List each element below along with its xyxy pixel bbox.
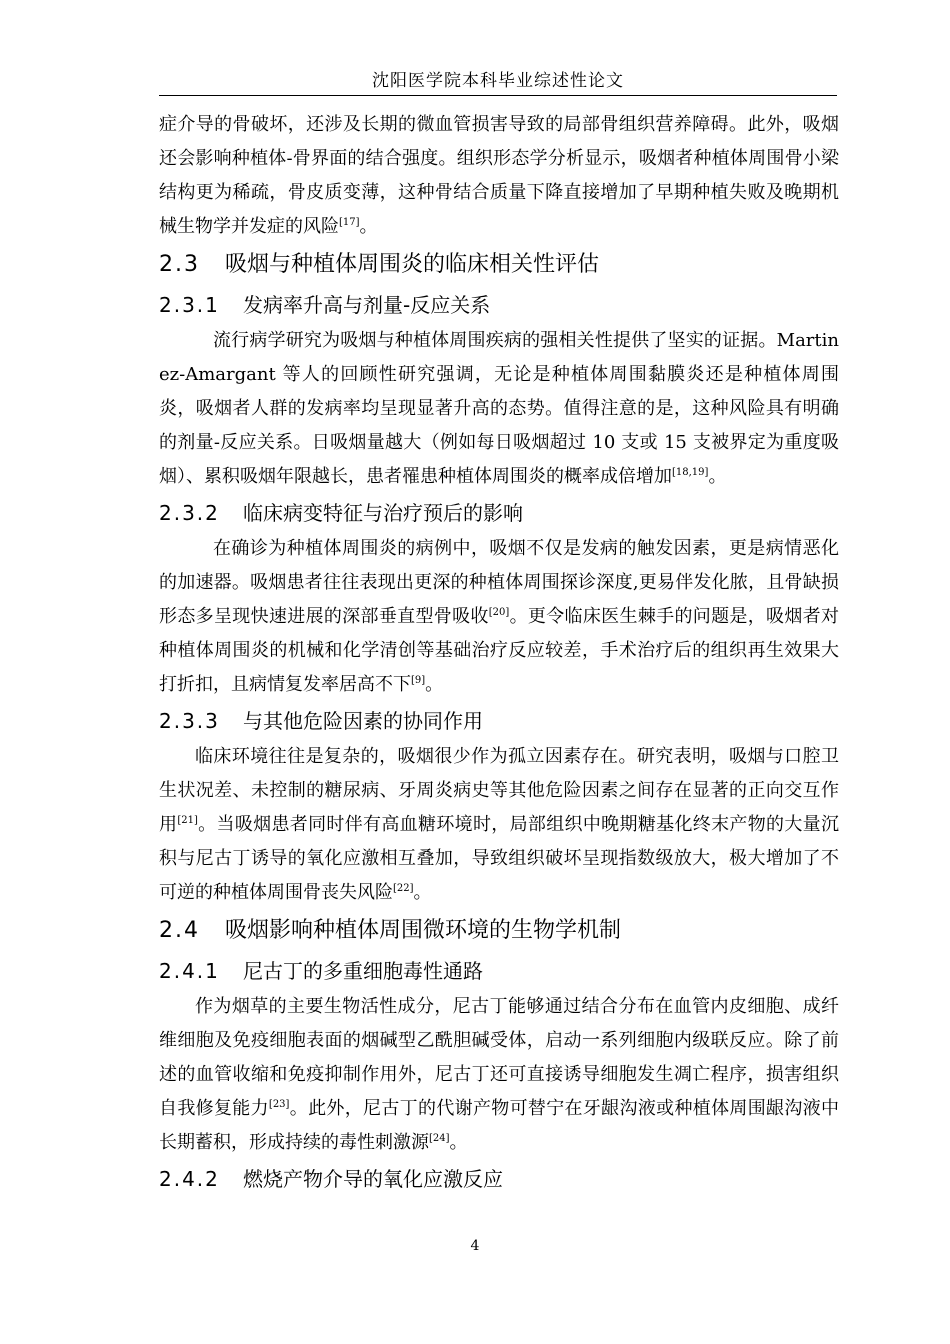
paragraph-text: 。	[413, 882, 432, 903]
body-paragraph	[159, 990, 839, 1160]
citation-marker: [17]	[339, 217, 360, 228]
section-heading	[159, 910, 839, 952]
heading-title: 临床病变特征与治疗预后的影响	[243, 501, 523, 525]
paragraph-text: 。	[425, 674, 444, 695]
subsection-heading	[159, 1160, 839, 1198]
heading-number: 2.4.2	[159, 1167, 220, 1191]
header-divider	[159, 95, 837, 96]
citation-marker: [24]	[429, 1133, 450, 1144]
page-number: 4	[470, 1238, 480, 1254]
body-paragraph	[159, 108, 839, 244]
paragraph-text: 。	[359, 216, 378, 237]
heading-number: 2.3.2	[159, 501, 220, 525]
heading-number: 2.3	[159, 252, 200, 277]
body-paragraph	[159, 740, 839, 910]
subsection-heading	[159, 702, 839, 740]
paragraph-text: 临床环境往往是复杂的，吸烟很少作为孤立因素存在。研究表明，吸烟与口腔卫生状况差、未控制的糖尿病、牙周炎病史等其他危险因素之间存在显著的正向交互作用	[159, 746, 839, 835]
citation-marker: [23]	[268, 1099, 290, 1110]
paragraph-text: 。	[708, 466, 727, 487]
heading-title: 燃烧产物介导的氧化应激反应	[243, 1167, 503, 1191]
citation-marker: [21]	[177, 815, 198, 826]
paragraph-text: 。此外，尼古丁的代谢产物可替宁在牙龈沟液或种植体周围龈沟液中长期蓄积，形成持续的毒性刺激源	[159, 1098, 840, 1153]
citation-marker: [22]	[393, 883, 414, 894]
body-paragraph	[159, 324, 839, 494]
paragraph-text: 。更令临床医生棘手的问题是，吸烟者对种植体周围炎的机械和化学清创等基础治疗反应较差，手术治疗后的组织再生效果大打折扣，且病情复发率居高不下	[159, 606, 839, 695]
paragraph-text: 症介导的骨破坏，还涉及长期的微血管损害导致的局部骨组织营养障碍。此外，吸烟还会影响种植体-骨界面的结合强度。组织形态学分析显示，吸烟者种植体周围骨小梁结构更为稀疏，骨皮质变薄，这种骨结合质量下降直接增加了早期种植失败及晚期机械生物学并发症的风险	[159, 114, 839, 237]
heading-number: 2.3.3	[159, 709, 220, 733]
section-heading	[159, 244, 839, 286]
page-header: 沈阳医学院本科毕业综述性论文	[372, 71, 624, 91]
paragraph-text: 流行病学研究为吸烟与种植体周围疾病的强相关性提供了坚实的证据。Martinez-Amargant 等人的回顾性研究强调，无论是种植体周围黏膜炎还是种植体周围炎，吸烟者人群的发病率均呈现显著升高的态势。值得注意的是，这种风险具有明确的剂量-反应关系。日吸烟量越大（例如每日吸烟超过 10 支或 15 支被界定为重度吸烟）、累积吸烟年限越长，患者罹患种植体周围炎的概率成倍增加	[159, 330, 839, 487]
heading-number: 2.3.1	[159, 293, 220, 317]
body-paragraph	[159, 532, 839, 702]
heading-title: 吸烟与种植体周围炎的临床相关性评估	[225, 252, 600, 277]
heading-title: 与其他危险因素的协同作用	[243, 709, 483, 733]
subsection-heading	[159, 286, 839, 324]
heading-title: 吸烟影响种植体周围微环境的生物学机制	[225, 918, 622, 943]
citation-marker: [9]	[411, 675, 426, 686]
subsection-heading	[159, 494, 839, 532]
heading-title: 发病率升高与剂量-反应关系	[243, 293, 491, 317]
subsection-heading	[159, 952, 839, 990]
heading-number: 2.4	[159, 918, 200, 943]
citation-marker: [18,19]	[672, 467, 709, 478]
document-body	[159, 108, 839, 1198]
heading-number: 2.4.1	[159, 959, 220, 983]
paragraph-text: 在确诊为种植体周围炎的病例中，吸烟不仅是发病的触发因素，更是病情恶化的加速器。吸烟患者往往表现出更深的种植体周围探诊深度,更易伴发化脓，且骨缺损形态多呈现快速进展的深部垂直型骨吸收	[159, 538, 839, 627]
citation-marker: [20]	[488, 607, 510, 618]
paragraph-text: 作为烟草的主要生物活性成分，尼古丁能够通过结合分布在血管内皮细胞、成纤维细胞及免疫细胞表面的烟碱型乙酰胆碱受体，启动一系列细胞内级联反应。除了前述的血管收缩和免疫抑制作用外，尼古丁还可直接诱导细胞发生凋亡程序，损害组织自我修复能力	[159, 996, 839, 1119]
paragraph-text: 。当吸烟患者同时伴有高血糖环境时，局部组织中晚期糖基化终末产物的大量沉积与尼古丁诱导的氧化应激相互叠加，导致组织破坏呈现指数级放大，极大增加了不可逆的种植体周围骨丧失风险	[159, 814, 840, 903]
paragraph-text: 。	[449, 1132, 468, 1153]
heading-title: 尼古丁的多重细胞毒性通路	[243, 959, 483, 983]
